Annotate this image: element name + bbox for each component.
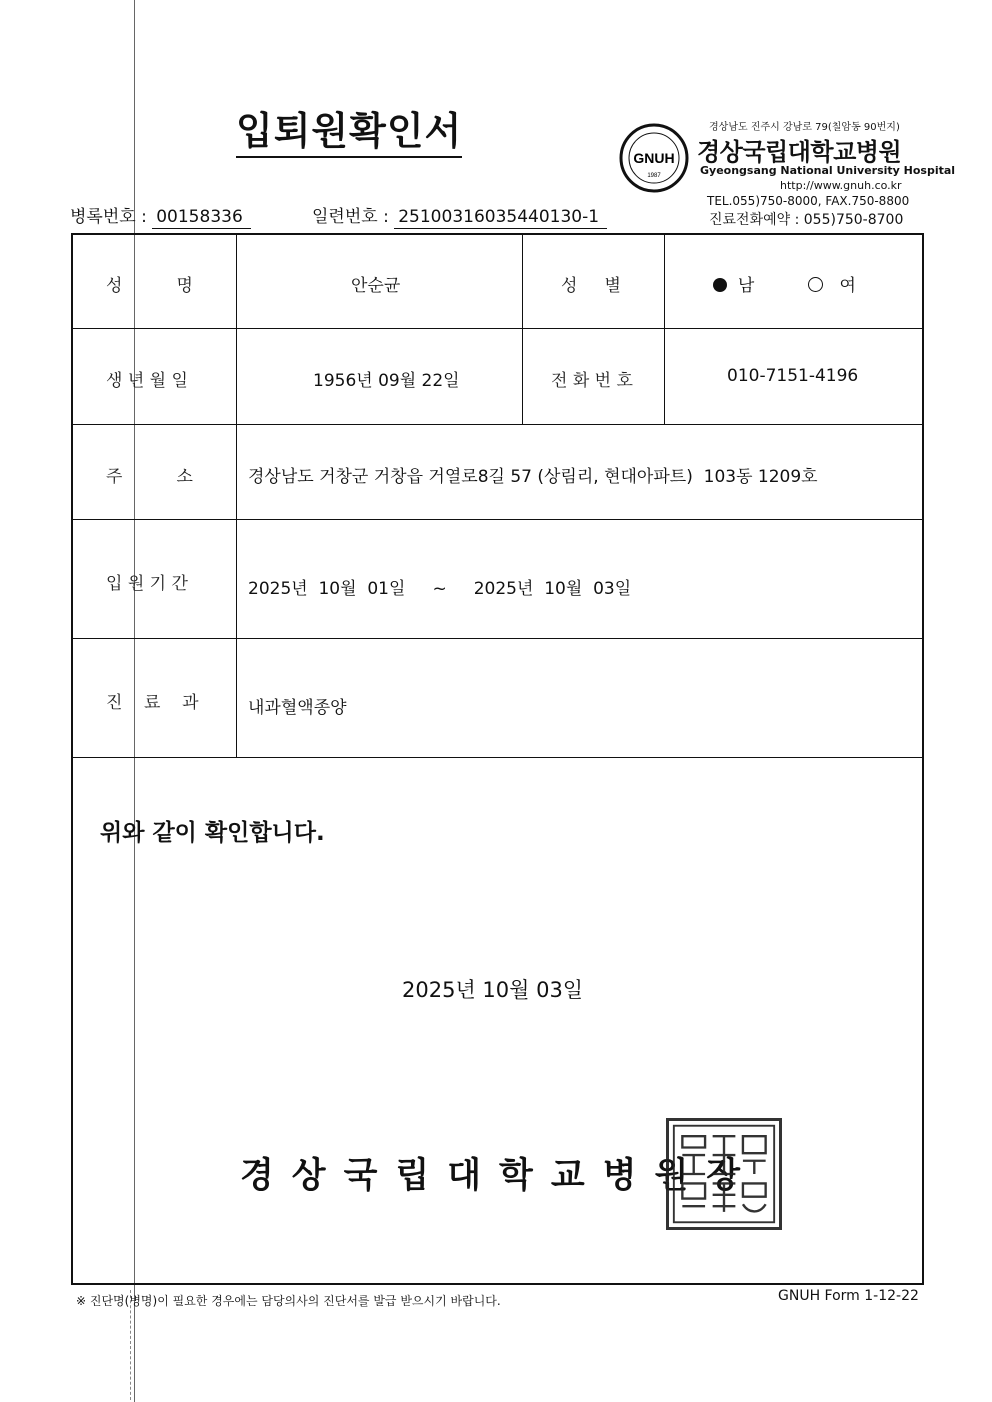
name-value: 안순균 [351,276,401,296]
sex-options [713,271,856,296]
birth-label: 생 년 월 일 [106,371,188,391]
footnote: ※ 진단명(병명)이 필요한 경우에는 담당의사의 진단서를 발급 받으시기 바랍니다. [76,1294,501,1308]
name-label: 성 명 [106,276,193,296]
row-divider [73,519,922,520]
period-label: 입 원 기 간 [106,574,188,594]
confirmation-statement: 위와 같이 확인합니다. [100,820,325,846]
registration-number [70,202,251,227]
hospital-address: 경상남도 진주시 강남로 79(칠암동 90번지) [709,122,900,133]
serial-label: 일련번호 : [312,207,389,227]
issuer-signature: 경상국립대학교병원장 [240,1156,759,1196]
registration-value: 00158336 [152,207,251,229]
hospital-tel-fax: TEL.055)750-8000, FAX.750-8800 [707,194,910,208]
logo-year: 1987 [647,173,661,179]
period-separator: ~ [432,579,447,599]
middle-column-divider [522,235,523,424]
birth-value: 1956년 09월 22일 [313,371,460,391]
row-divider [73,638,922,639]
hospital-name-english: Gyeongsang National University Hospital [700,164,956,177]
hospital-url: http://www.gnuh.co.kr [780,179,902,192]
phone-label: 전 화 번 호 [551,371,633,391]
form-code: GNUH Form 1-12-22 [778,1288,919,1304]
official-seal-stamp [666,1118,782,1230]
sex-male-radio-filled [713,278,727,292]
sex-label: 성 별 [561,276,621,296]
hospital-reservation: 진료전화예약 : 055)750-8700 [709,212,904,228]
department-label: 진 료 과 [106,693,199,713]
registration-label: 병록번호 : [70,207,147,227]
document-title: 입퇴원확인서 [236,108,462,158]
label-column-divider [236,235,237,757]
period-start: 2025년 10월 01일 [248,579,406,599]
address-label: 주 소 [106,467,193,487]
row-divider [73,757,922,758]
period-end: 2025년 10월 03일 [473,579,632,599]
issue-date: 2025년 10월 03일 [402,978,584,1002]
row-divider [73,328,922,329]
hospital-name-korean: 경상국립대학교병원 [697,138,902,166]
hospital-logo [618,122,690,194]
phone-value: 010-7151-4196 [727,366,859,386]
logo-text: GNUH [633,150,675,166]
form-table [71,233,924,1285]
admission-period [248,574,631,599]
sex-female-label: 여 [839,276,856,296]
address-value: 경상남도 거창군 거창읍 거열로8길 57 (상림리, 현대아파트) 103동 1209호 [248,467,818,487]
department-value: 내과혈액종양 [248,698,347,718]
serial-number [312,202,607,227]
serial-value: 25100316035440130-1 [394,207,607,229]
row-divider [73,424,922,425]
right-column-divider [664,235,665,424]
sex-female-radio-empty [808,277,823,292]
sex-male-label: 남 [737,276,755,296]
